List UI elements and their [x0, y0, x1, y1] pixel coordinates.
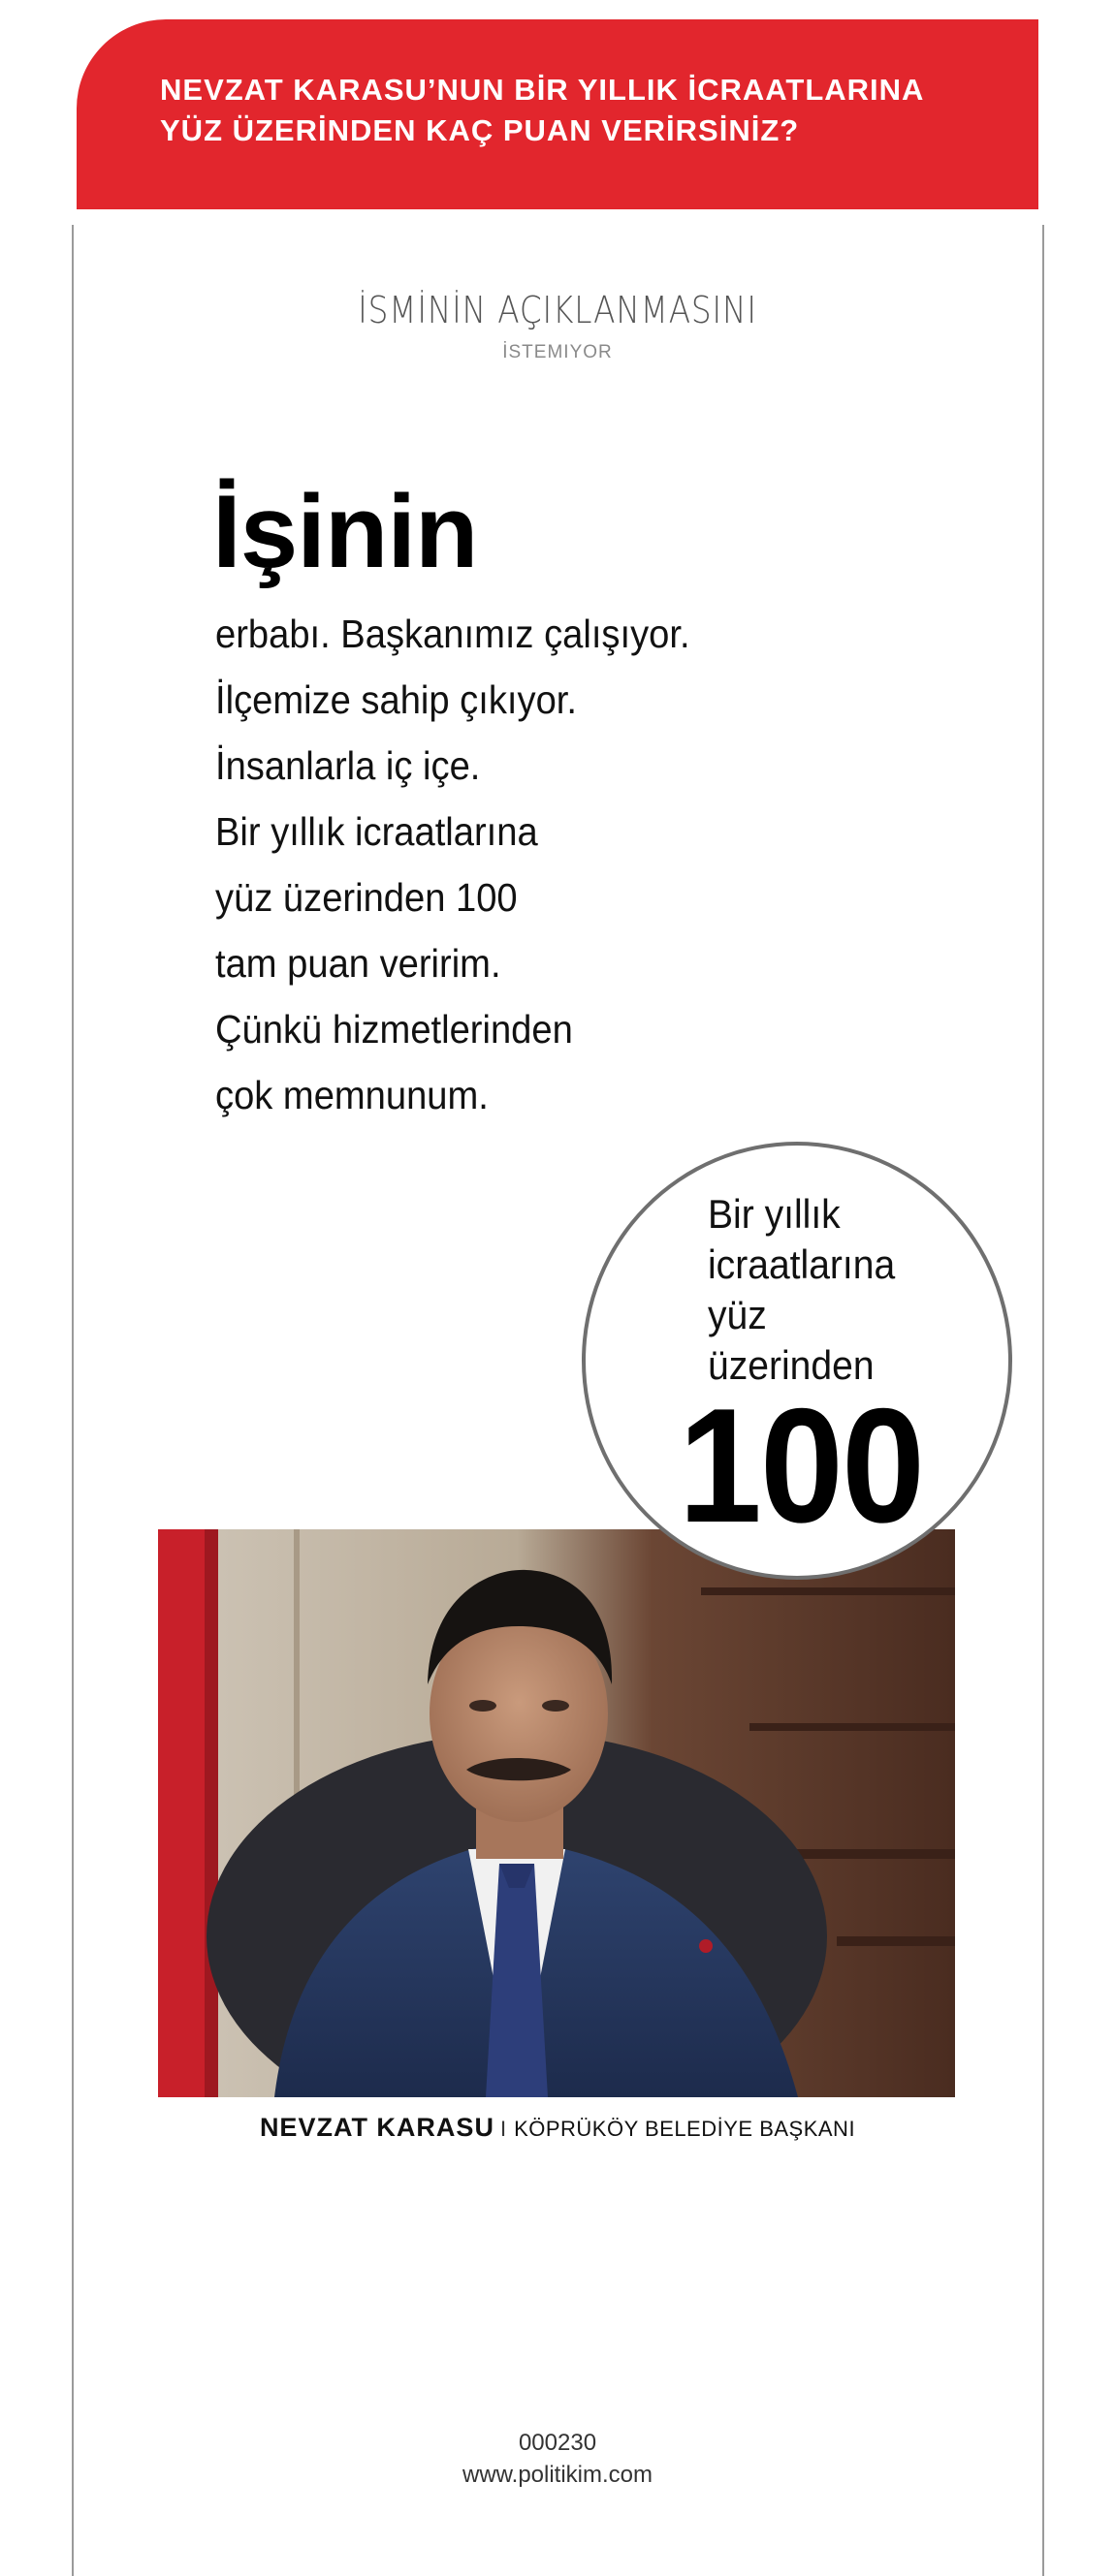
footer-code: 000230	[518, 2430, 597, 2456]
caption-title: KÖPRÜKÖY BELEDİYE BAŞKANI	[514, 2117, 856, 2141]
banner-line-2: YÜZ ÜZERİNDEN KAÇ PUAN VERİRSİNİZ?	[160, 113, 800, 147]
caption-separator: I	[499, 2117, 507, 2141]
score-badge-text	[708, 1189, 999, 1391]
score-badge-line: icraatlarına	[708, 1241, 896, 1287]
page-frame-right-line	[1042, 225, 1044, 2576]
question-banner	[77, 19, 1038, 209]
quote-line: yüz üzerinden 100	[215, 875, 518, 920]
footer-website: www.politikim.com	[462, 2462, 653, 2488]
quote-line: İlçemize sahip çıkıyor.	[215, 677, 577, 722]
score-badge-line: üzerinden	[708, 1342, 875, 1388]
banner-line-1: NEVZAT KARASU’NUN BİR YILLIK İCRAATLARINA	[160, 73, 925, 107]
respondent-label: İSMİNİN AÇIKLANMASINI	[358, 289, 757, 331]
quote-line: tam puan veririm.	[215, 941, 501, 986]
score-badge	[582, 1142, 1012, 1580]
quote-line: erbabı. Başkanımız çalışıyor.	[215, 612, 690, 656]
page-frame-left-line	[72, 225, 74, 2576]
quote-body	[215, 601, 894, 1128]
mayor-photo	[158, 1529, 955, 2097]
score-badge-line: yüz	[708, 1292, 767, 1337]
score-badge-line: Bir yıllık	[708, 1191, 841, 1237]
score-value: 100	[678, 1374, 924, 1556]
quote-headline: İşinin	[212, 473, 478, 589]
quote-line: Çünkü hizmetlerinden	[215, 1007, 573, 1052]
photo-caption	[0, 2113, 1115, 2143]
mayor-portrait-illustration	[158, 1529, 955, 2097]
caption-name: NEVZAT KARASU	[259, 2113, 494, 2142]
quote-line: Bir yıllık icraatlarına	[215, 809, 538, 854]
respondent-sublabel: İSTEMIYOR	[502, 342, 613, 362]
quote-line: çok memnunum.	[215, 1073, 489, 1117]
quote-line: İnsanlarla iç içe.	[215, 743, 481, 788]
